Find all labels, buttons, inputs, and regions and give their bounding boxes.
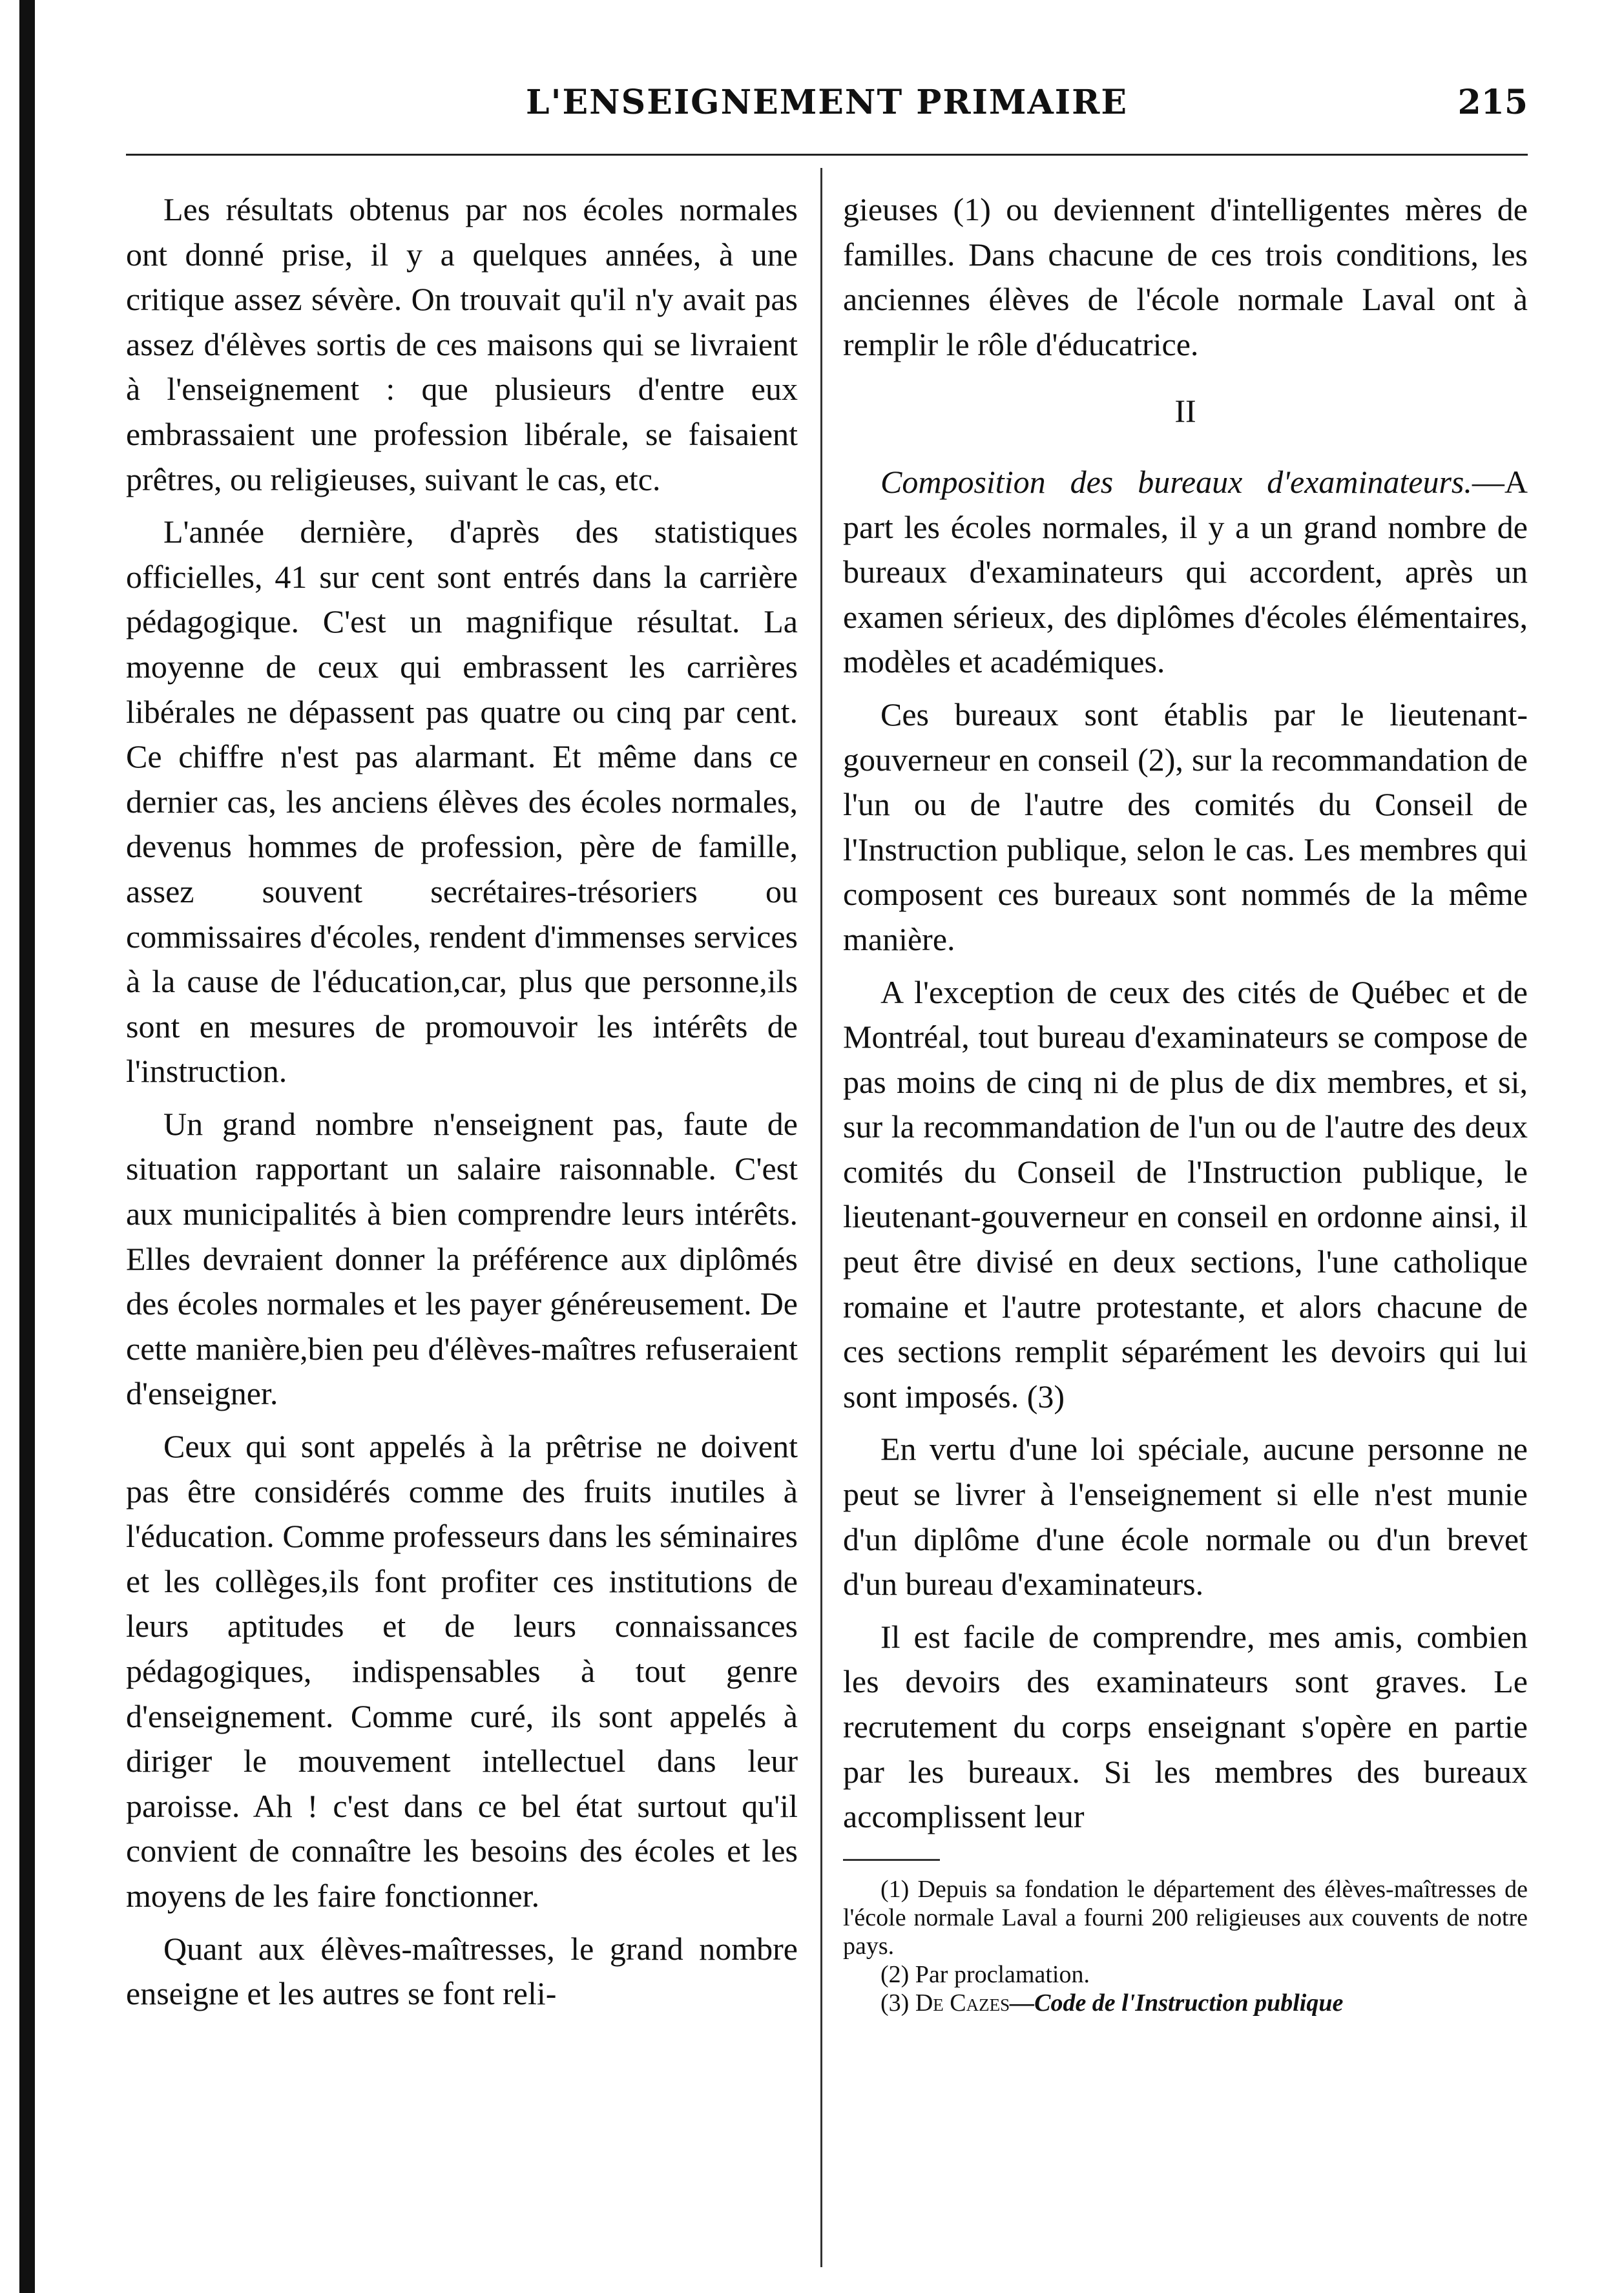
paragraph: Ces bureaux sont établis par le lieutenant-gouverneur en conseil (2), sur la recommandation de l'un ou de l'autre des comités du Conseil de l'Instruction publique, selon le cas. Les membres qui composent ces bureaux sont nommés de la même manière. bbox=[843, 696, 1528, 957]
page-number: 215 bbox=[1457, 83, 1528, 122]
paragraph: Un grand nombre n'enseignent pas, faute de situation rapportant un salaire raisonnable. C'est aux municipalités à bien comprendre leurs intérêts. Elles devraient donner la préférence aux diplômés des écoles normales et les payer généreusement. De cette manière,bien peu d'élèves-maîtres refuseraient d'enseigner. bbox=[126, 1105, 798, 1412]
right-column bbox=[843, 187, 1528, 2017]
paragraph: En vertu d'une loi spéciale, aucune personne ne peut se livrer à l'enseignement si elle n'est munie d'un diplôme d'une école normale ou d'un brevet d'un bureau d'examinateurs. bbox=[843, 1431, 1528, 1603]
paragraph: L'année dernière, d'après des statistiques officielles, 41 sur cent sont entrés dans la carrière pédagogique. C'est un magnifique résultat. La moyenne de ceux qui embrassent les carrières libérales ne dépassent pas quatre ou cinq par cent. Ce chiffre n'est pas alarmant. Et même dans ce dernier cas, les anciens élèves des écoles normales, devenus hommes de profession, père de famille, assez souvent secrétaires-trésoriers ou commissaires d'écoles, rendent d'immenses services à la cause de l'éducation,car, plus que personne,ils sont en mesures de promouvoir les intérêts de l'instruction. bbox=[126, 514, 798, 1090]
paragraph-continuation: gieuses (1) ou deviennent d'intelligentes mères de familles. Dans chacune de ces trois conditions, les anciennes élèves de l'école normale Laval ont à remplir le rôle d'éducatrice. bbox=[843, 191, 1528, 362]
running-title: L'ENSEIGNEMENT PRIMAIRE bbox=[526, 83, 1128, 122]
paragraph: Les résultats obtenus par nos écoles normales ont donné prise, il y a quelques années, à une critique assez sévère. On trouvait qu'il n'y avait pas assez d'élèves sortis de ces maisons qui se livraient à l'enseignement : que plusieurs d'entre eux embrassaient une profession libérale, se faisaient prêtres, ou religieuses, suivant le cas, etc. bbox=[126, 191, 798, 497]
left-column bbox=[126, 187, 798, 2024]
footnote-3 bbox=[843, 1989, 1528, 2017]
column-divider bbox=[820, 168, 822, 2267]
footnote-3-title: —Code de l'Instruction publique bbox=[1010, 1989, 1344, 2017]
paragraph: Quant aux élèves-maîtresses, le grand nombre enseigne et les autres se font reli- bbox=[126, 1930, 798, 2012]
footnotes bbox=[843, 1875, 1528, 2017]
footnote-2: (2) Par proclamation. bbox=[880, 1960, 1090, 1988]
paragraph: A l'exception de ceux des cités de Québec et de Montréal, tout bureau d'examinateurs se compose de pas moins de cinq ni de plus de dix membres, et si, sur la recommandation de l'un ou de l'autre des deux comités du Conseil de l'Instruction publique, le lieutenant-gouverneur en conseil en ordonne ainsi, il peut être divisé en deux sections, l'une catholique romaine et l'autre protestante, et alors chacune de ces sections remplit séparément les devoirs qui lui sont imposés. (3) bbox=[843, 973, 1528, 1415]
footnote-3-marker: (3) bbox=[880, 1989, 915, 2017]
section-heading: Composition des bureaux d'examinateurs. bbox=[880, 463, 1472, 500]
footnote-1: (1) Depuis sa fondation le département des élèves-maîtresses de l'école normale Laval a fourni 200 religieuses aux couvents de notre pays. bbox=[843, 1875, 1528, 1960]
section-number: II bbox=[1174, 393, 1196, 430]
paragraph: Ceux qui sont appelés à la prêtrise ne doivent pas être considérés comme des fruits inutiles à l'éducation. Comme professeurs dans les séminaires et les collèges,ils font profiter ces institutions de leurs aptitudes et de leurs connaissances pédagogiques, indispensables à tout genre d'enseignement. Comme curé, ils sont appelés à diriger le mouvement intellectuel dans leur paroisse. Ah ! c'est dans ce bel état surtout qu'il convient de connaître les besoins des écoles et les moyens de les faire fonctionner. bbox=[126, 1428, 798, 1914]
footnote-3-author: De Cazes bbox=[915, 1989, 1010, 2017]
section-heading-text: —A part les écoles normales, il y a un grand nombre de bureaux d'examinateurs qui accordent, après un examen sérieux, des diplômes d'écoles élémentaires, modèles et académiques. bbox=[843, 463, 1528, 680]
page-binding-edge bbox=[19, 0, 35, 2293]
section-heading-paragraph bbox=[843, 460, 1528, 685]
header-rule bbox=[126, 154, 1528, 156]
paragraph: Il est facile de comprendre, mes amis, combien les devoirs des examinateurs sont graves. Le recrutement du corps enseignant s'opère en partie par les bureaux. Si les membres des bureaux accomplissent leur bbox=[843, 1618, 1528, 1835]
running-header bbox=[126, 83, 1528, 141]
footnote-rule bbox=[843, 1859, 940, 1861]
